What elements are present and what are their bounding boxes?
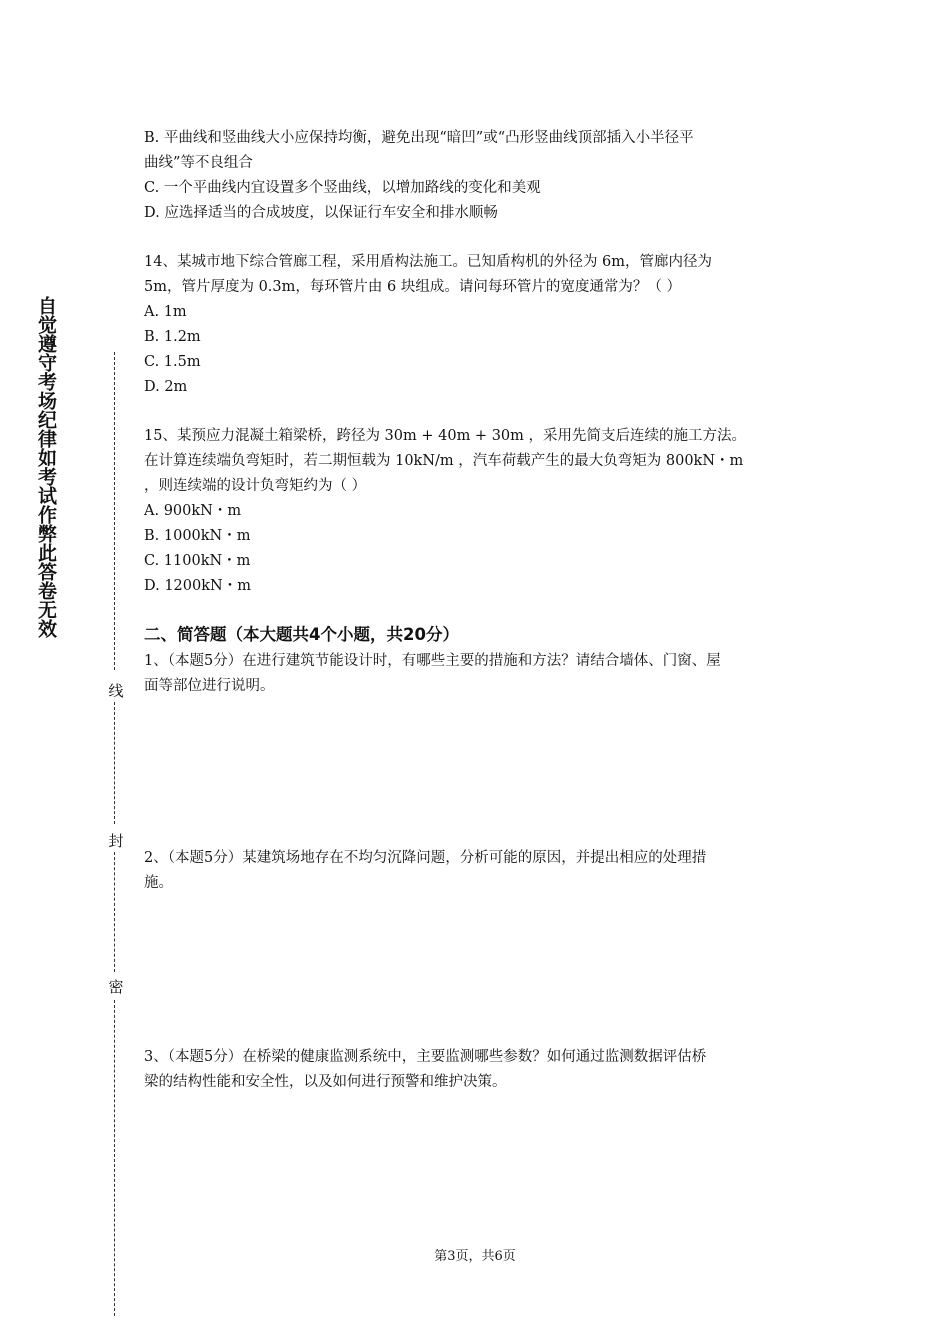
sa3-line1: 3、（本题5分）在桥梁的健康监测系统中，主要监测哪些参数？如何通过监测数据评估桥 [144, 1049, 707, 1065]
seal-char-line: 线 [108, 682, 124, 700]
sa2-line1: 2、（本题5分）某建筑场地存在不均匀沉降问题，分析可能的原因，并提出相应的处理措 [144, 850, 707, 866]
q13-option-c: C. 一个平曲线内宜设置多个竖曲线，以增加路线的变化和美观 [144, 180, 541, 196]
q13-option-d: D. 应选择适当的合成坡度，以保证行车安全和排水顺畅 [144, 205, 498, 221]
q14-option-d: D. 2m [144, 379, 188, 395]
sa1-line1: 1、（本题5分）在进行建筑节能设计时，有哪些主要的措施和方法？请结合墙体、门窗、屋 [144, 653, 721, 669]
sa3-line2: 梁的结构性能和安全性，以及如何进行预警和维护决策。 [144, 1074, 507, 1090]
short-answer-2 [144, 846, 814, 896]
sa2-line2: 施。 [144, 875, 173, 891]
q14-option-c: C. 1.5m [144, 354, 201, 370]
q15-stem-line2: 在计算连续端负弯矩时，若二期恒载为 10kN/m ，汽车荷载产生的最大负弯矩为 800kN・m [144, 453, 744, 469]
q14-stem-line1: 14、某城市地下综合管廊工程，采用盾构法施工。已知盾构机的外径为 6m，管廊内径为 [144, 254, 713, 270]
q13-option-b-line1: B. 平曲线和竖曲线大小应保持均衡，避免出现“暗凹”或“凸形竖曲线顶部插入小半径平 [144, 130, 694, 146]
q13-option-b-line2: 曲线”等不良组合 [144, 155, 253, 171]
binding-line-mid1 [114, 702, 115, 824]
q15-option-c: C. 1100kN・m [144, 553, 251, 569]
q13-options [144, 126, 814, 226]
section-2-title: 二、简答题（本大题共4个小题，共20分） [144, 625, 459, 644]
q14-option-b: B. 1.2m [144, 329, 201, 345]
short-answer-3 [144, 1045, 814, 1095]
binding-line-top [114, 352, 115, 670]
exam-discipline-notice: 自觉遵守考场纪律如考试作弊此答卷无效 [35, 296, 57, 638]
seal-char-secret: 密 [108, 978, 124, 996]
q15-stem-line1: 15、某预应力混凝土箱梁桥，跨径为 30m + 40m + 30m ，采用先简支后连续的施工方法。 [144, 428, 747, 444]
q14-option-a: A. 1m [144, 304, 187, 320]
q15-option-a: A. 900kN・m [144, 503, 242, 519]
q15-stem-line3: ，则连续端的设计负弯矩约为（ ） [144, 478, 367, 494]
q15-option-b: B. 1000kN・m [144, 528, 251, 544]
q14-stem-line2: 5m，管片厚度为 0.3m，每环管片由 6 块组成。请问每环管片的宽度通常为？（ ） [144, 279, 681, 295]
page-number: 第3页，共6页 [434, 1249, 516, 1264]
question-15 [144, 424, 814, 599]
binding-line-bottom [114, 1000, 115, 1316]
question-14 [144, 250, 814, 400]
seal-char-seal: 封 [108, 832, 124, 850]
q15-option-d: D. 1200kN・m [144, 578, 251, 594]
sa1-line2: 面等部位进行说明。 [144, 678, 275, 694]
binding-line-mid2 [114, 852, 115, 972]
short-answer-1 [144, 649, 814, 699]
